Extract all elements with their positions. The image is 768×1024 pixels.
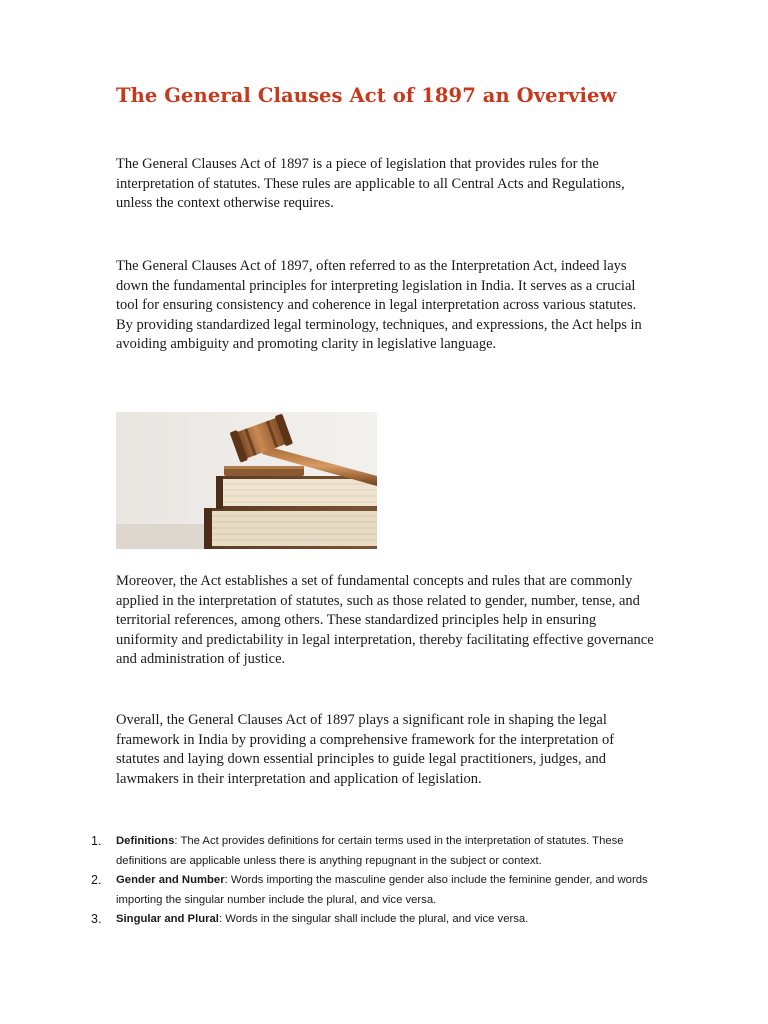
list-item-text: : Words in the singular shall include the plural, and vice versa. bbox=[218, 913, 529, 925]
list-item-term: Definitions bbox=[116, 835, 175, 847]
paragraph-interpretation-act: The General Clauses Act of 1897, often referred to as the Interpretation Act, indeed lays down the fundamental principles for interpreting legislation in India. It serves as a crucial tool for ensuring consistency and coherence in legal interpretation across various statutes. By providing standardized legal terminology, techniques, and expressions, the Act helps in avoiding ambiguity and promoting clarity in legislative language. bbox=[116, 258, 642, 352]
list-item-text: : The Act provides definitions for certain terms used in the interpretation of statutes. These definitions are applicable unless there is anything repugnant in the subject or context. bbox=[116, 835, 624, 867]
list-item bbox=[88, 871, 658, 910]
list-item-term: Singular and Plural bbox=[116, 913, 219, 925]
paragraph-overall-role: Overall, the General Clauses Act of 1897 plays a significant role in shaping the legal framework in India by providing a comprehensive framework for the interpretation of statutes and laying down essential principles to guide legal practitioners, judges, and lawmakers in their interpretation and application of legislation. bbox=[116, 712, 615, 787]
numbered-list bbox=[88, 832, 658, 930]
list-item-text: : Words importing the masculine gender also include the feminine gender, and words importing the singular number include the plural, and vice versa. bbox=[116, 874, 648, 906]
list-item bbox=[88, 832, 658, 871]
paragraph-fundamental-concepts: Moreover, the Act establishes a set of fundamental concepts and rules that are commonly applied in the interpretation of statutes, such as those related to gender, number, tense, and territorial references, among others. These standardized principles help in ensuring uniformity and predictability in legal interpretation, thereby facilitating effective governance and administration of justice. bbox=[116, 573, 654, 667]
list-item-term: Gender and Number bbox=[116, 874, 225, 886]
gavel-on-books-image bbox=[116, 412, 377, 549]
list-item-number: 2. bbox=[91, 873, 102, 887]
list-item bbox=[88, 910, 658, 930]
paragraph-intro: The General Clauses Act of 1897 is a piece of legislation that provides rules for the interpretation of statutes. These rules are applicable to all Central Acts and Regulations, unless the context otherwise requires. bbox=[116, 156, 625, 211]
list-item-number: 3. bbox=[91, 912, 102, 926]
page-title: The General Clauses Act of 1897 an Overview bbox=[116, 84, 617, 107]
list-item-number: 1. bbox=[91, 834, 102, 848]
